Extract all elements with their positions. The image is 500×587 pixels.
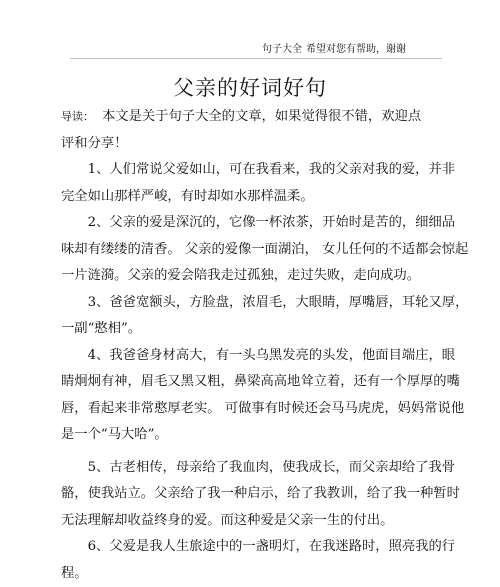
intro-label: 导读：	[61, 110, 94, 123]
paragraph-line: 味却有缕缕的清香。 父亲的爱像一面湖泊， 女儿任何的不适都会惊起	[61, 237, 441, 264]
document-title: 父亲的好词好句	[0, 72, 500, 102]
header-right-text: 希望对您有帮助，谢谢	[306, 40, 406, 55]
paragraph-line: 睛炯炯有神，眉毛又黑又粗，鼻梁高高地耸立着，还有一个厚厚的嘴	[61, 369, 441, 396]
paragraph-line: 程。	[61, 561, 441, 587]
paragraph-3	[61, 290, 441, 343]
paragraph-line: 3、爸爸宽额头，方脸盘，浓眉毛，大眼睛，厚嘴唇，耳轮又厚，	[61, 290, 441, 317]
intro-line: 评和分享！	[61, 131, 441, 158]
paragraph-line: 6、父爱是我人生旅途中的一盏明灯，在我迷路时，照亮我的行	[61, 534, 441, 561]
paragraph-1	[61, 157, 441, 210]
paragraph-2	[61, 210, 441, 290]
paragraph-line: 4、我爸爸身材高大，有一头乌黑发亮的头发，他面目端庄，眼	[61, 343, 441, 370]
paragraph-6	[61, 534, 441, 587]
paragraph-4	[61, 343, 441, 449]
header-left-text: 句子大全	[262, 40, 302, 55]
header-divider	[70, 58, 442, 59]
document-body	[61, 104, 441, 587]
paragraph-line: 5、古老相传，母亲给了我血肉，使我成长，而父亲却给了我骨	[61, 455, 441, 482]
paragraph-line: 是一个“马大哈”。	[61, 422, 441, 449]
intro-paragraph	[61, 104, 441, 157]
paragraph-line: 一副“憨相”。	[61, 316, 441, 343]
paragraph-line: 一片涟漪。父亲的爱会陪我走过孤独，走过失败，走向成功。	[61, 263, 441, 290]
paragraph-line: 无法理解却收益终身的爱。而这种爱是父亲一生的付出。	[61, 508, 441, 535]
paragraph-line: 唇，看起来非常憨厚老实。 可做事有时候还会马马虎虎，妈妈常说他	[61, 396, 441, 423]
paragraph-5	[61, 455, 441, 535]
paragraph-line: 2、父亲的爱是深沉的，它像一杯浓茶，开始时是苦的，细细品	[61, 210, 441, 237]
intro-line	[61, 104, 441, 131]
intro-text: 本文是关于句子大全的文章，如果觉得很不错，欢迎点	[102, 109, 421, 124]
page-header	[0, 40, 500, 54]
paragraph-line: 骼，使我站立。父亲给了我一种启示，给了我教训，给了我一种暂时	[61, 481, 441, 508]
paragraph-line: 完全如山那样严峻，有时却如水那样温柔。	[61, 184, 441, 211]
paragraph-line: 1、人们常说父爱如山，可在我看来，我的父亲对我的爱，并非	[61, 157, 441, 184]
